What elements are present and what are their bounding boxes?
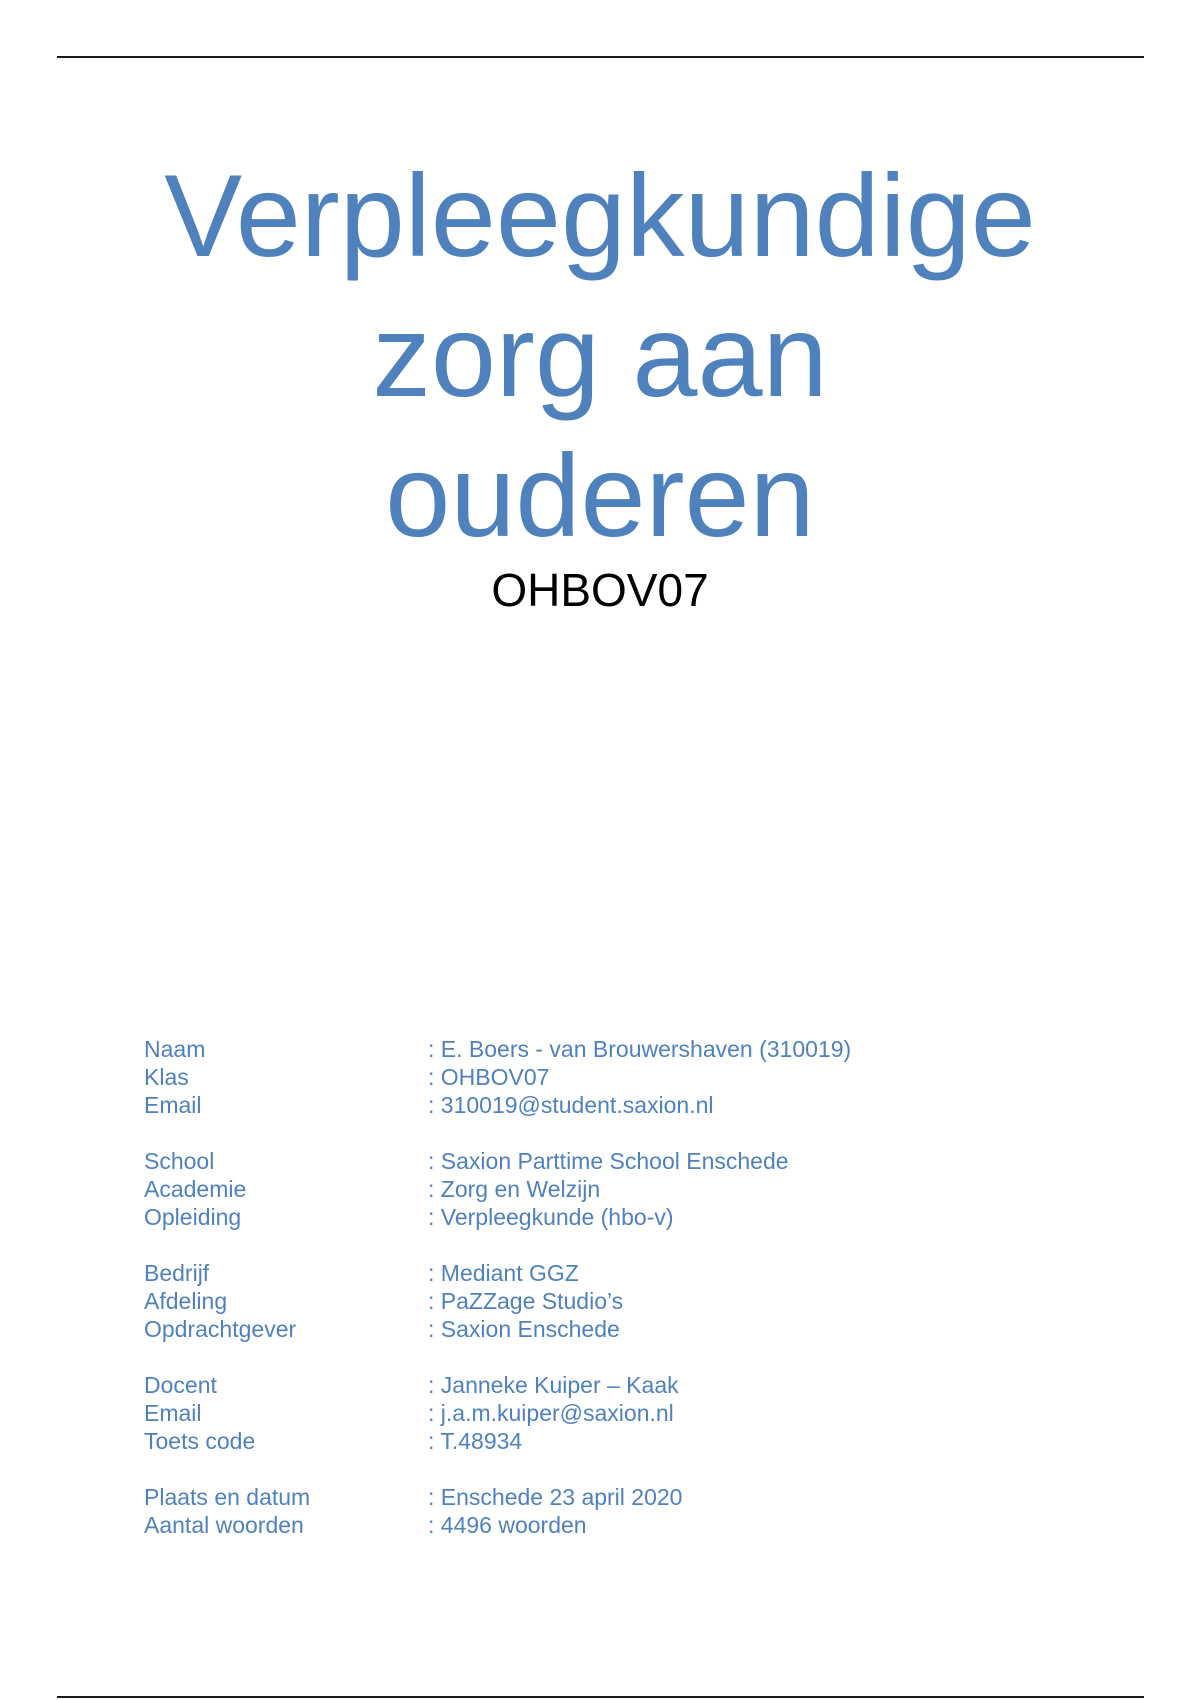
info-row — [144, 1203, 1044, 1231]
info-label: Afdeling — [144, 1288, 228, 1314]
info-value: : Zorg en Welzijn — [428, 1176, 601, 1202]
info-label: Email — [144, 1400, 202, 1426]
info-row — [144, 1371, 1044, 1399]
title-line-1: Verpleegkundige — [164, 150, 1036, 281]
info-row — [144, 1427, 1044, 1455]
title-line-3: ouderen — [385, 430, 815, 561]
info-value: : 4496 woorden — [428, 1512, 587, 1538]
info-row — [144, 1175, 1044, 1203]
info-value: : Saxion Enschede — [428, 1316, 620, 1342]
info-row — [144, 1035, 1044, 1063]
info-row — [144, 1063, 1044, 1091]
info-label: Email — [144, 1092, 202, 1118]
student-info-block — [144, 1035, 1044, 1567]
info-row — [144, 1399, 1044, 1427]
info-label: Academie — [144, 1176, 247, 1202]
document-title — [0, 146, 1200, 566]
info-label: Naam — [144, 1036, 206, 1062]
info-group-teacher — [144, 1371, 1044, 1455]
info-row — [144, 1483, 1044, 1511]
info-value: : Saxion Parttime School Enschede — [428, 1148, 789, 1174]
info-group-company — [144, 1259, 1044, 1343]
footer-rule — [57, 1696, 1144, 1698]
info-row — [144, 1287, 1044, 1315]
info-value: : j.a.m.kuiper@saxion.nl — [428, 1400, 674, 1426]
course-code: OHBOV07 — [491, 564, 709, 616]
info-value: : Mediant GGZ — [428, 1260, 579, 1286]
info-label: Aantal woorden — [144, 1512, 304, 1538]
title-line-2: zorg aan — [372, 290, 828, 421]
info-value: : Janneke Kuiper – Kaak — [428, 1372, 679, 1398]
info-value: : Verpleegkunde (hbo-v) — [428, 1204, 674, 1230]
info-label: Docent — [144, 1372, 217, 1398]
info-label: Toets code — [144, 1428, 256, 1454]
info-label: Bedrijf — [144, 1260, 210, 1286]
info-value: : 310019@student.saxion.nl — [428, 1092, 714, 1118]
info-label: Opleiding — [144, 1204, 242, 1230]
info-label: Opdrachtgever — [144, 1316, 297, 1342]
info-row — [144, 1147, 1044, 1175]
info-value: : T.48934 — [428, 1428, 523, 1454]
info-group-student — [144, 1035, 1044, 1119]
info-group-place-date — [144, 1483, 1044, 1539]
info-value: : Enschede 23 april 2020 — [428, 1484, 683, 1510]
info-label: School — [144, 1148, 215, 1174]
info-row — [144, 1091, 1044, 1119]
info-group-school — [144, 1147, 1044, 1231]
info-row — [144, 1511, 1044, 1539]
header-rule — [57, 56, 1144, 58]
info-row — [144, 1259, 1044, 1287]
info-label: Plaats en datum — [144, 1484, 311, 1510]
info-value: : OHBOV07 — [428, 1064, 550, 1090]
info-value: : PaZZage Studio’s — [428, 1288, 624, 1314]
info-row — [144, 1315, 1044, 1343]
info-value: : E. Boers - van Brouwershaven (310019) — [428, 1036, 852, 1062]
info-label: Klas — [144, 1064, 189, 1090]
